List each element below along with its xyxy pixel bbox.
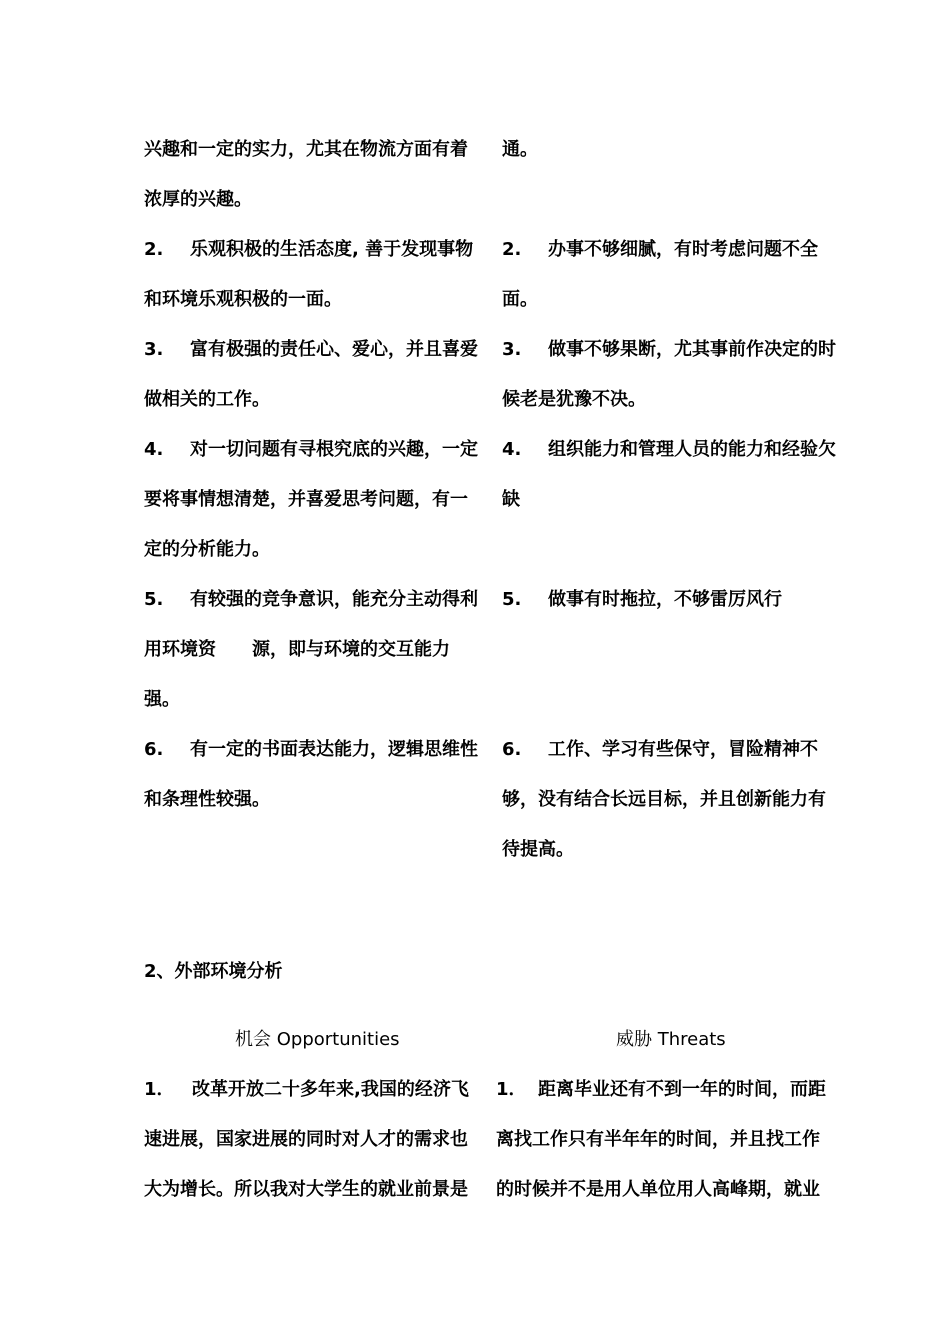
strength-item-line: 乐观积极的生活态度, 善于发现事物 xyxy=(190,239,474,260)
strength-continued-line: 浓厚的兴趣。 xyxy=(144,189,252,210)
opportunities-header: 机会 Opportunities xyxy=(235,1029,400,1050)
strength-item-number: 2. xyxy=(144,239,164,260)
threat-item-line: 距离毕业还有不到一年的时间，而距 xyxy=(538,1079,826,1100)
strength-item-line: 用环境资 源，即与环境的交互能力 xyxy=(144,639,450,660)
weakness-item-line: 做事不够果断，尤其事前作决定的时 xyxy=(548,339,836,360)
opportunity-item-line: 大为增长。所以我对大学生的就业前景是 xyxy=(144,1179,468,1200)
threat-item-line: 离找工作只有半年年的时间，并且找工作 xyxy=(496,1129,820,1150)
weakness-item-line: 够，没有结合长远目标，并且创新能力有 xyxy=(502,789,826,810)
opportunity-item-line: 改革开放二十多年来,我国的经济飞 xyxy=(192,1079,469,1100)
strength-item-line: 做相关的工作。 xyxy=(144,389,270,410)
weakness-item-number: 3. xyxy=(502,339,522,360)
weakness-item-line: 候老是犹豫不决。 xyxy=(502,389,646,410)
strength-item-line: 强。 xyxy=(144,689,180,710)
weakness-item-line: 缺 xyxy=(502,489,520,510)
strength-item-number: 4. xyxy=(144,439,164,460)
weakness-item-number: 5. xyxy=(502,589,522,610)
weakness-item-line: 组织能力和管理人员的能力和经验欠 xyxy=(548,439,836,460)
section-heading: 2、外部环境分析 xyxy=(144,961,283,982)
weakness-item-line: 办事不够细腻，有时考虑问题不全 xyxy=(548,239,818,260)
strength-item-line: 定的分析能力。 xyxy=(144,539,270,560)
weakness-item-line: 待提高。 xyxy=(502,839,574,860)
weakness-item-number: 4. xyxy=(502,439,522,460)
threat-item-line: 的时候并不是用人单位用人高峰期，就业 xyxy=(496,1179,820,1200)
strength-item-line: 有较强的竞争意识，能充分主动得利 xyxy=(190,589,478,610)
strength-item-number: 6. xyxy=(144,739,164,760)
opportunity-item-number: 1． xyxy=(144,1079,175,1100)
strength-item-line: 对一切问题有寻根究底的兴趣，一定 xyxy=(190,439,478,460)
strength-item-line: 富有极强的责任心、爱心，并且喜爱 xyxy=(190,339,478,360)
strength-item-line: 有一定的书面表达能力，逻辑思维性 xyxy=(190,739,478,760)
weakness-item-line: 面。 xyxy=(502,289,538,310)
weakness-item-number: 2. xyxy=(502,239,522,260)
opportunity-item-line: 速进展，国家进展的同时对人才的需求也 xyxy=(144,1129,468,1150)
threats-header: 威胁 Threats xyxy=(616,1029,726,1050)
weakness-item-number: 6. xyxy=(502,739,522,760)
strength-item-number: 5. xyxy=(144,589,164,610)
strength-item-line: 和环境乐观积极的一面。 xyxy=(144,289,342,310)
strength-item-line: 要将事情想清楚，并喜爱思考问题，有一 xyxy=(144,489,468,510)
strength-item-number: 3. xyxy=(144,339,164,360)
threat-item-number: 1． xyxy=(496,1079,527,1100)
weakness-item-line: 工作、学习有些保守，冒险精神不 xyxy=(548,739,818,760)
strength-continued-line: 兴趣和一定的实力，尤其在物流方面有着 xyxy=(144,139,468,160)
weakness-continued-line: 通。 xyxy=(502,139,538,160)
weakness-item-line: 做事有时拖拉，不够雷厉风行 xyxy=(548,589,782,610)
strength-item-line: 和条理性较强。 xyxy=(144,789,270,810)
